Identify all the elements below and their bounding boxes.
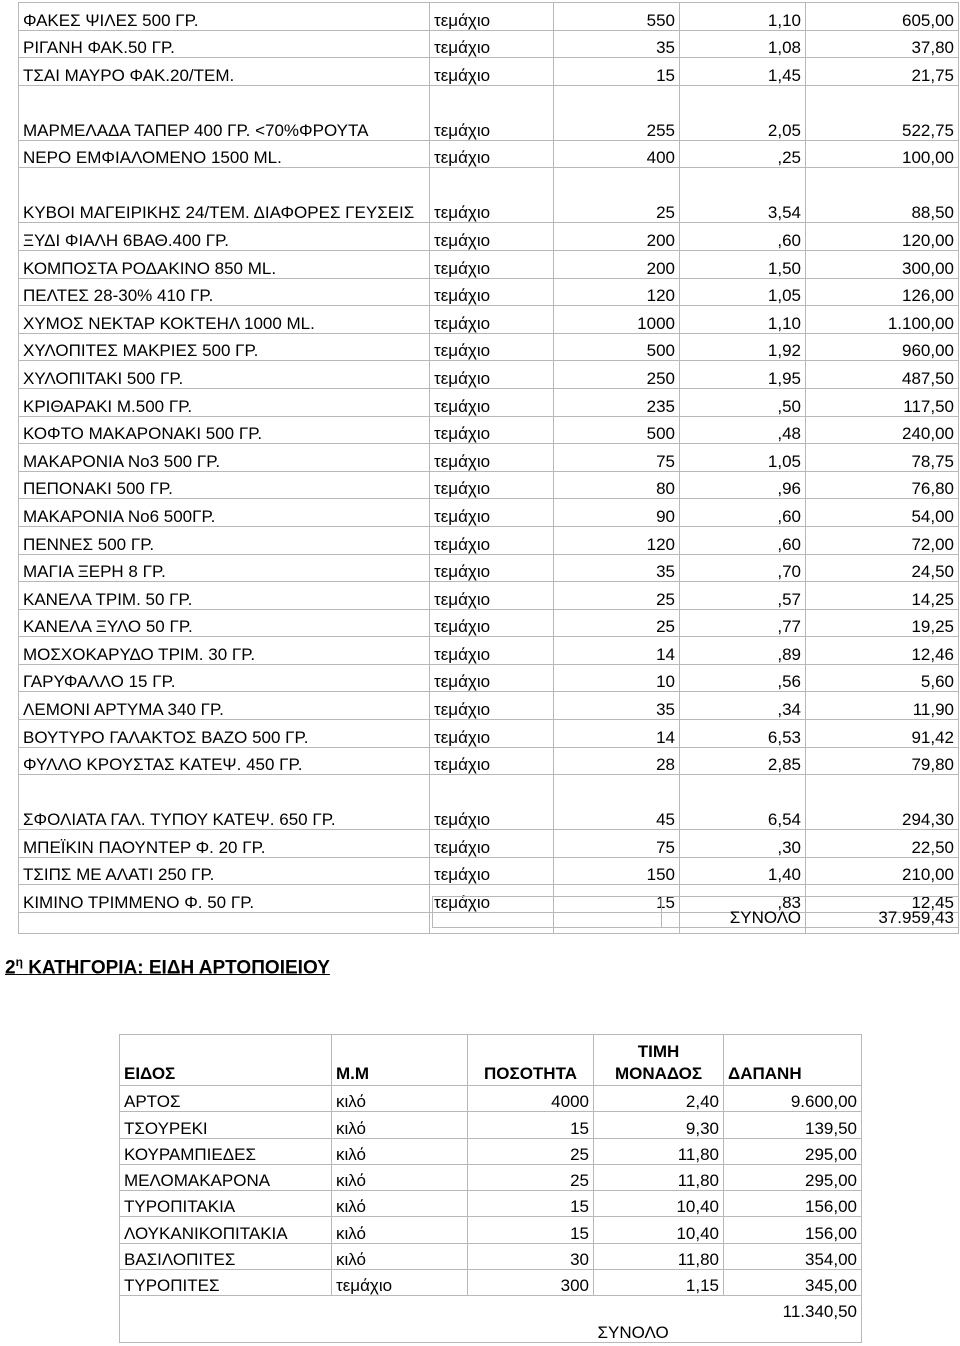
item-unit-price: 6,54	[680, 775, 806, 830]
item-cost: 5,60	[806, 664, 959, 692]
table-row	[120, 1270, 862, 1296]
item-name: ΒΟΥΤΥΡΟ ΓΑΛΑΚΤΟΣ ΒΑΖΟ 500 ΓΡ.	[19, 720, 430, 748]
table-row	[19, 140, 959, 168]
item-quantity: 15	[554, 885, 680, 913]
table-row	[19, 747, 959, 775]
item-cost: 295,00	[724, 1164, 862, 1190]
item-name: ΛΕΜΟΝΙ ΑΡΤΥΜΑ 340 ΓΡ.	[19, 692, 430, 720]
category-heading	[5, 955, 330, 979]
item-quantity: 90	[554, 499, 680, 527]
item-unit: κιλό	[332, 1086, 468, 1112]
item-cost: 79,80	[806, 747, 959, 775]
item-name: ΠΕΝΝΕΣ 500 ΓΡ.	[19, 526, 430, 554]
item-unit-price: 1,10	[680, 306, 806, 334]
bakery-table	[119, 1034, 862, 1343]
item-name: ΜΑΚΑΡΟΝΙΑ Νο3 500 ΓΡ.	[19, 444, 430, 472]
item-unit-price: 1,40	[680, 857, 806, 885]
item-unit: τεμάχιο	[430, 416, 554, 444]
item-cost: 24,50	[806, 554, 959, 582]
table-row	[19, 830, 959, 858]
item-quantity: 75	[554, 830, 680, 858]
item-name: ΝΕΡΟ ΕΜΦΙΑΛΟΜΕΝΟ 1500 ML.	[19, 140, 430, 168]
supplies-table	[18, 2, 959, 934]
header-item: ΕΙΔΟΣ	[120, 1035, 332, 1086]
item-unit: τεμάχιο	[430, 499, 554, 527]
category-superscript: η	[15, 955, 23, 969]
item-quantity: 25	[554, 609, 680, 637]
table-row	[19, 637, 959, 665]
table-row	[19, 250, 959, 278]
table-row	[19, 857, 959, 885]
item-quantity: 25	[468, 1164, 594, 1190]
item-unit: τεμάχιο	[430, 168, 554, 223]
item-name: ΧΥΛΟΠΙΤΑΚΙ 500 ΓΡ.	[19, 361, 430, 389]
table-row	[19, 526, 959, 554]
item-unit: τεμάχιο	[430, 554, 554, 582]
item-quantity: 14	[554, 637, 680, 665]
item-name: ΠΕΠΟΝΑΚΙ 500 ΓΡ.	[19, 471, 430, 499]
item-unit-price: ,60	[680, 223, 806, 251]
item-quantity: 28	[554, 747, 680, 775]
item-name: ΚΟΜΠΟΣΤΑ ΡΟΔΑΚΙΝΟ 850 ML.	[19, 250, 430, 278]
item-unit-price: 1,50	[680, 250, 806, 278]
header-qty: ΠΟΣΟΤΗΤΑ	[468, 1035, 594, 1086]
supplies-total	[432, 896, 959, 928]
item-cost: 156,00	[724, 1191, 862, 1217]
item-quantity: 15	[554, 58, 680, 86]
table-row	[19, 306, 959, 334]
item-cost: 11,90	[806, 692, 959, 720]
table-row	[120, 1243, 862, 1269]
item-name: ΠΕΛΤΕΣ 28-30% 410 ΓΡ.	[19, 278, 430, 306]
item-unit: τεμάχιο	[430, 30, 554, 58]
table-row	[19, 444, 959, 472]
item-name: ΞΥΔΙ ΦΙΑΛΗ 6ΒΑΘ.400 ΓΡ.	[19, 223, 430, 251]
item-name: ΧΥΛΟΠΙΤΕΣ ΜΑΚΡΙΕΣ 500 ΓΡ.	[19, 333, 430, 361]
item-unit: τεμάχιο	[430, 526, 554, 554]
item-unit: τεμάχιο	[430, 306, 554, 334]
item-unit-price: 11,80	[594, 1164, 724, 1190]
item-name: ΜΑΡΜΕΛΑΔΑ ΤΑΠΕΡ 400 ΓΡ. <70%ΦΡΟΥΤΑ	[19, 85, 430, 140]
table-row	[19, 58, 959, 86]
item-quantity: 200	[554, 250, 680, 278]
item-unit: κιλό	[332, 1164, 468, 1190]
table-row	[19, 361, 959, 389]
empty-cell	[120, 1296, 332, 1343]
table-row	[120, 1086, 862, 1112]
header-unit-price: ΤΙΜΗ ΜΟΝΑΔΟΣ	[594, 1035, 724, 1086]
item-unit: κιλό	[332, 1243, 468, 1269]
item-cost: 1.100,00	[806, 306, 959, 334]
item-quantity: 550	[554, 3, 680, 31]
item-name: ΡΙΓΑΝΗ ΦΑΚ.50 ΓΡ.	[19, 30, 430, 58]
item-quantity: 255	[554, 85, 680, 140]
empty-cell	[332, 1296, 468, 1343]
item-cost: 120,00	[806, 223, 959, 251]
item-unit: τεμάχιο	[430, 830, 554, 858]
item-unit: τεμάχιο	[430, 85, 554, 140]
item-unit-price: 1,08	[680, 30, 806, 58]
item-unit-price: 3,54	[680, 168, 806, 223]
item-quantity: 10	[554, 664, 680, 692]
item-name: ΚΑΝΕΛΑ ΞΥΛΟ 50 ΓΡ.	[19, 609, 430, 637]
item-quantity: 25	[468, 1138, 594, 1164]
item-quantity: 200	[554, 223, 680, 251]
table-row	[19, 692, 959, 720]
item-quantity: 1000	[554, 306, 680, 334]
table-row	[19, 278, 959, 306]
item-unit: τεμάχιο	[430, 140, 554, 168]
item-quantity: 25	[554, 582, 680, 610]
item-unit: τεμάχιο	[430, 720, 554, 748]
item-unit-price: ,50	[680, 388, 806, 416]
item-unit: κιλό	[332, 1112, 468, 1138]
item-quantity: 35	[554, 692, 680, 720]
item-name: ΚΥΒΟΙ ΜΑΓΕΙΡΙΚΗΣ 24/ΤΕΜ. ΔΙΑΦΟΡΕΣ ΓΕΥΣΕΙΣ	[19, 168, 430, 223]
item-unit-price: 10,40	[594, 1217, 724, 1243]
item-name: ΦΥΛΛΟ ΚΡΟΥΣΤΑΣ ΚΑΤΕΨ. 450 ΓΡ.	[19, 747, 430, 775]
empty-cell	[468, 1296, 594, 1343]
item-unit-price: 1,05	[680, 444, 806, 472]
item-name: ΚΟΥΡΑΜΠΙΕΔΕΣ	[120, 1138, 332, 1164]
item-unit-price: ,34	[680, 692, 806, 720]
table-row	[120, 1217, 862, 1243]
item-unit: τεμάχιο	[430, 471, 554, 499]
item-unit-price: 11,80	[594, 1138, 724, 1164]
item-cost: 126,00	[806, 278, 959, 306]
item-unit-price: 6,53	[680, 720, 806, 748]
item-unit: τεμάχιο	[430, 664, 554, 692]
item-unit: τεμάχιο	[430, 857, 554, 885]
table-row	[19, 664, 959, 692]
item-name: ΤΣΑΙ ΜΑΥΡΟ ΦΑΚ.20/ΤΕΜ.	[19, 58, 430, 86]
item-unit-price: ,83	[680, 885, 806, 913]
item-unit-price: 1,10	[680, 3, 806, 31]
item-cost: 22,50	[806, 830, 959, 858]
item-unit-price: 11,80	[594, 1243, 724, 1269]
item-cost: 76,80	[806, 471, 959, 499]
item-unit-price: ,25	[680, 140, 806, 168]
item-cost: 300,00	[806, 250, 959, 278]
item-unit: κιλό	[332, 1217, 468, 1243]
table-row	[19, 30, 959, 58]
total-value: 37.959,43	[806, 897, 959, 928]
item-cost: 14,25	[806, 582, 959, 610]
item-unit-price: 1,15	[594, 1270, 724, 1296]
item-cost: 117,50	[806, 388, 959, 416]
item-quantity: 4000	[468, 1086, 594, 1112]
item-unit: τεμάχιο	[430, 692, 554, 720]
item-quantity: 500	[554, 333, 680, 361]
item-name: ΜΠΕΪΚΙΝ ΠΑΟΥΝΤΕΡ Φ. 20 ΓΡ.	[19, 830, 430, 858]
item-unit-price: 1,05	[680, 278, 806, 306]
table-row	[19, 168, 959, 223]
item-unit: τεμάχιο	[430, 3, 554, 31]
item-name: ΣΦΟΛΙΑΤΑ ΓΑΛ. ΤΥΠΟΥ ΚΑΤΕΨ. 650 ΓΡ.	[19, 775, 430, 830]
item-cost: 240,00	[806, 416, 959, 444]
item-unit-price: ,77	[680, 609, 806, 637]
item-cost: 295,00	[724, 1138, 862, 1164]
table-row	[120, 1164, 862, 1190]
item-quantity: 15	[468, 1191, 594, 1217]
item-quantity: 120	[554, 278, 680, 306]
item-cost: 19,25	[806, 609, 959, 637]
item-unit: τεμάχιο	[430, 278, 554, 306]
item-unit: τεμάχιο	[430, 775, 554, 830]
item-unit-price: ,48	[680, 416, 806, 444]
item-unit: τεμάχιο	[430, 885, 554, 913]
item-unit: τεμάχιο	[332, 1270, 468, 1296]
item-unit-price: ,96	[680, 471, 806, 499]
item-name: ΑΡΤΟΣ	[120, 1086, 332, 1112]
item-cost: 960,00	[806, 333, 959, 361]
item-name: ΦΑΚΕΣ ΨΙΛΕΣ 500 ΓΡ.	[19, 3, 430, 31]
item-unit: τεμάχιο	[430, 58, 554, 86]
item-quantity: 120	[554, 526, 680, 554]
item-unit: κιλό	[332, 1138, 468, 1164]
table-row	[19, 609, 959, 637]
item-unit-price: ,30	[680, 830, 806, 858]
item-cost: 37,80	[806, 30, 959, 58]
item-name: ΤΥΡΟΠΙΤΕΣ	[120, 1270, 332, 1296]
item-unit: τεμάχιο	[430, 333, 554, 361]
item-name: ΧΥΜΟΣ ΝΕΚΤΑΡ ΚΟΚΤΕΗΛ 1000 ML.	[19, 306, 430, 334]
item-unit-price: 1,95	[680, 361, 806, 389]
item-cost: 139,50	[724, 1112, 862, 1138]
item-unit-price: ,89	[680, 637, 806, 665]
item-name: ΜΑΓΙΑ ΞΕΡΗ 8 ΓΡ.	[19, 554, 430, 582]
item-unit: τεμάχιο	[430, 747, 554, 775]
item-quantity: 235	[554, 388, 680, 416]
item-unit: τεμάχιο	[430, 609, 554, 637]
item-unit-price: ,60	[680, 499, 806, 527]
table-row	[120, 1138, 862, 1164]
table-row	[19, 775, 959, 830]
item-unit: τεμάχιο	[430, 444, 554, 472]
item-unit-price: 2,05	[680, 85, 806, 140]
item-unit: τεμάχιο	[430, 637, 554, 665]
item-quantity: 15	[468, 1217, 594, 1243]
item-cost: 210,00	[806, 857, 959, 885]
table-row	[19, 85, 959, 140]
table-row	[19, 582, 959, 610]
table-row	[19, 416, 959, 444]
item-cost: 88,50	[806, 168, 959, 223]
item-name: ΛΟΥΚΑΝΙΚΟΠΙΤΑΚΙΑ	[120, 1217, 332, 1243]
header-cost: ΔΑΠΑΝΗ	[724, 1035, 862, 1086]
item-unit: κιλό	[332, 1191, 468, 1217]
item-cost: 54,00	[806, 499, 959, 527]
item-cost: 91,42	[806, 720, 959, 748]
item-cost: 487,50	[806, 361, 959, 389]
item-unit-price: 10,40	[594, 1191, 724, 1217]
item-cost: 72,00	[806, 526, 959, 554]
item-quantity: 80	[554, 471, 680, 499]
table-row	[19, 471, 959, 499]
item-cost: 9.600,00	[724, 1086, 862, 1112]
header-unit: Μ.Μ	[332, 1035, 468, 1086]
total-spacer	[433, 897, 662, 928]
item-name: ΚΟΦΤΟ ΜΑΚΑΡΟΝΑΚΙ 500 ΓΡ.	[19, 416, 430, 444]
item-unit-price: 2,85	[680, 747, 806, 775]
item-quantity: 75	[554, 444, 680, 472]
item-name: ΜΑΚΑΡΟΝΙΑ Νο6 500ΓΡ.	[19, 499, 430, 527]
item-cost: 21,75	[806, 58, 959, 86]
category-number: 2	[5, 957, 16, 979]
item-quantity: 14	[554, 720, 680, 748]
item-cost: 78,75	[806, 444, 959, 472]
header-row	[120, 1035, 862, 1086]
table-row	[19, 223, 959, 251]
item-unit-price: ,56	[680, 664, 806, 692]
item-unit-price: ,57	[680, 582, 806, 610]
category-title: ΚΑΤΗΓΟΡΙΑ: ΕΙΔΗ ΑΡΤΟΠΟΙΕΙΟΥ	[28, 957, 330, 979]
item-quantity: 300	[468, 1270, 594, 1296]
item-cost: 345,00	[724, 1270, 862, 1296]
item-unit: τεμάχιο	[430, 361, 554, 389]
item-unit-price: 2,40	[594, 1086, 724, 1112]
item-name: ΤΣΙΠΣ ΜΕ ΑΛΑΤΙ 250 ΓΡ.	[19, 857, 430, 885]
item-unit-price: ,70	[680, 554, 806, 582]
item-cost: 354,00	[724, 1243, 862, 1269]
item-cost: 12,46	[806, 637, 959, 665]
item-unit: τεμάχιο	[430, 582, 554, 610]
item-name: ΚΙΜΙΝΟ ΤΡΙΜΜΕΝΟ Φ. 50 ΓΡ.	[19, 885, 430, 913]
table-row	[19, 3, 959, 31]
item-cost: 605,00	[806, 3, 959, 31]
table-row	[120, 1191, 862, 1217]
item-name: ΒΑΣΙΛΟΠΙΤΕΣ	[120, 1243, 332, 1269]
table-row	[120, 1112, 862, 1138]
item-unit-price: 1,92	[680, 333, 806, 361]
item-name: ΚΡΙΘΑΡΑΚΙ Μ.500 ΓΡ.	[19, 388, 430, 416]
table-row	[19, 720, 959, 748]
item-quantity: 35	[554, 554, 680, 582]
total-row	[120, 1296, 862, 1343]
item-unit-price: ,60	[680, 526, 806, 554]
item-unit-price: 9,30	[594, 1112, 724, 1138]
item-quantity: 45	[554, 775, 680, 830]
total-value: 11.340,50	[724, 1296, 862, 1343]
empty-cell	[19, 913, 430, 934]
item-name: ΜΟΣΧΟΚΑΡΥΔΟ ΤΡΙΜ. 30 ΓΡ.	[19, 637, 430, 665]
table-row	[19, 333, 959, 361]
total-row	[433, 897, 959, 928]
item-quantity: 35	[554, 30, 680, 58]
item-quantity: 400	[554, 140, 680, 168]
item-quantity: 500	[554, 416, 680, 444]
item-quantity: 25	[554, 168, 680, 223]
item-quantity: 30	[468, 1243, 594, 1269]
item-name: ΤΣΟΥΡΕΚΙ	[120, 1112, 332, 1138]
item-name: ΤΥΡΟΠΙΤΑΚΙΑ	[120, 1191, 332, 1217]
item-unit: τεμάχιο	[430, 223, 554, 251]
item-name: ΓΑΡΥΦΑΛΛΟ 15 ΓΡ.	[19, 664, 430, 692]
item-cost: 522,75	[806, 85, 959, 140]
item-unit: τεμάχιο	[430, 388, 554, 416]
item-quantity: 250	[554, 361, 680, 389]
total-label: ΣΥΝΟΛΟ	[594, 1296, 724, 1343]
item-name: ΜΕΛΟΜΑΚΑΡΟΝΑ	[120, 1164, 332, 1190]
item-quantity: 150	[554, 857, 680, 885]
item-cost: 156,00	[724, 1217, 862, 1243]
item-cost: 100,00	[806, 140, 959, 168]
item-cost: 294,30	[806, 775, 959, 830]
table-row	[19, 554, 959, 582]
total-label: ΣΥΝΟΛΟ	[662, 897, 806, 928]
item-unit: τεμάχιο	[430, 250, 554, 278]
item-quantity: 15	[468, 1112, 594, 1138]
item-unit-price: 1,45	[680, 58, 806, 86]
table-row	[19, 499, 959, 527]
item-cost: 12,45	[806, 885, 959, 913]
table-row	[19, 388, 959, 416]
item-name: ΚΑΝΕΛΑ ΤΡΙΜ. 50 ΓΡ.	[19, 582, 430, 610]
